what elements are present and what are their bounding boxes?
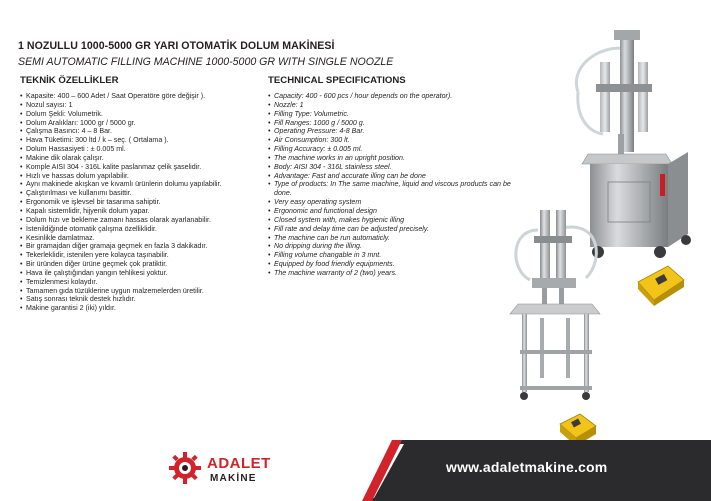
- spec-item-en: • Closed system with, makes hygienic illing: [268, 216, 513, 225]
- spec-item-tr: • İstenildiğinde otomatik çalışma özelliklidir.: [20, 225, 258, 234]
- brand-name: ADALET: [207, 455, 271, 472]
- spec-item-tr: • Hava ile çalıştığından yangın tehlikesi yoktur.: [20, 269, 258, 278]
- spec-item-en: • Operating Pressure: 4-8 Bar.: [268, 127, 513, 136]
- spec-item-en: • Type of products: In The same machine, liquid and viscous products can be done.: [268, 180, 513, 198]
- heading-technical-tr: TEKNİK ÖZELLİKLER: [20, 75, 119, 86]
- spec-item-en: • Air Consumption: 300 lt.: [268, 136, 513, 145]
- spec-item-tr: • Dolum Aralıkları: 1000 gr / 5000 gr.: [20, 119, 258, 128]
- spec-item-tr: • Hava Tüketimi: 300 ltd / k – seç. ( Ortalama ).: [20, 136, 258, 145]
- spec-item-tr: • Makine garantisi 2 (iki) yıldır.: [20, 304, 258, 313]
- spec-item-en: • Filling volume changable in 3 mnt.: [268, 251, 513, 260]
- spec-item-tr: • Nozul sayısı: 1: [20, 101, 258, 110]
- spec-item-en: • The machine works in an upright position.: [268, 154, 513, 163]
- filling-machine-frame-image: [500, 200, 615, 438]
- spec-item-tr: • Satış sonrası teknik destek hızlıdır.: [20, 295, 258, 304]
- spec-item-tr: • Dolum Şekli: Volumetrik.: [20, 110, 258, 119]
- adalet-gear-logo-icon: [168, 451, 202, 485]
- spec-item-tr: • Çalıştırılması ve kullanımı basittir.: [20, 189, 258, 198]
- spec-item-tr: • Dolum Hassasiyeti : ± 0.005 ml.: [20, 145, 258, 154]
- spec-list-turkish: [20, 92, 258, 313]
- spec-item-en: • Very easy operating system: [268, 198, 513, 207]
- title-turkish: 1 NOZULLU 1000-5000 GR YARI OTOMATİK DOLUM MAKİNESİ: [18, 40, 335, 52]
- brand-subtitle: MAKİNE: [210, 473, 257, 484]
- spec-item-tr: • Tekerleklidir, istenilen yere kolayca taşınabilir.: [20, 251, 258, 260]
- spec-item-en: • Equipped by food friendly equipments.: [268, 260, 513, 269]
- spec-item-en: • Capacity: 400 - 600 pcs / hour depends on the operator).: [268, 92, 513, 101]
- spec-item-tr: • Çalışma Basıncı: 4 – 8 Bar.: [20, 127, 258, 136]
- title-english: SEMI AUTOMATIC FILLING MACHINE 1000-5000 GR WITH SINGLE NOOZLE: [18, 56, 394, 68]
- spec-item-tr: • Aynı makinede akışkan ve kıvamlı ürünlerin dolumu yapılabilir.: [20, 180, 258, 189]
- spec-item-en: • Filling Accuracy: ± 0.005 ml.: [268, 145, 513, 154]
- spec-item-en: • Fill rate and delay time can be adjusted precisely.: [268, 225, 513, 234]
- heading-technical-en: TECHNICAL SPECIFICATIONS: [268, 75, 406, 86]
- spec-item-tr: • Bir gramajdan diğer gramaja geçmek en fazla 3 dakikadır.: [20, 242, 258, 251]
- spec-item-tr: • Kapalı sistemlidir, hijyenik dolum yapar.: [20, 207, 258, 216]
- spec-item-en: • Filling Type: Volumetric.: [268, 110, 513, 119]
- spec-item-en: • Nozzle: 1: [268, 101, 513, 110]
- foot-pedal-icon: [634, 262, 686, 308]
- spec-item-tr: • Kesinlikle damlatmaz.: [20, 234, 258, 243]
- spec-item-en: • Fill Ranges: 1000 g / 5000 g.: [268, 119, 513, 128]
- spec-item-en: • No dripping during the illing.: [268, 242, 513, 251]
- spec-item-en: • Ergonomic and functional design: [268, 207, 513, 216]
- spec-item-tr: • Bir üründen diğer ürüne geçmek çok pratiktir.: [20, 260, 258, 269]
- spec-item-en: • The machine can be run automaticly.: [268, 234, 513, 243]
- spec-item-en: • Body: AISI 304 - 316L stainless steel.: [268, 163, 513, 172]
- spec-item-en: • The machine warranty of 2 (two) years.: [268, 269, 513, 278]
- spec-item-tr: • Makine dik olarak çalışır.: [20, 154, 258, 163]
- website-link[interactable]: www.adaletmakine.com: [446, 459, 608, 475]
- spec-item-tr: • Kapasite: 400 – 600 Adet / Saat Operatöre göre değişir ).: [20, 92, 258, 101]
- spec-item-en: • Advantage: Fast and accurate illing can be done: [268, 172, 513, 181]
- spec-item-tr: • Hızlı ve hassas dolum yapılabilir.: [20, 172, 258, 181]
- spec-item-tr: • Komple AISI 304 - 316L kalite paslanmaz çelik şaselidir.: [20, 163, 258, 172]
- spec-item-tr: • Tamamen gıda tüzüklerine uygun malzemelerden üretilir.: [20, 287, 258, 296]
- spec-item-tr: • Temizlenmesi kolaydır.: [20, 278, 258, 287]
- spec-item-tr: • Dolum hızı ve bekleme zamanı hassas olarak ayarlanabilir.: [20, 216, 258, 225]
- spec-list-english: [268, 92, 513, 278]
- spec-item-tr: • Ergonomik ve işlevsel bir tasarıma sahiptir.: [20, 198, 258, 207]
